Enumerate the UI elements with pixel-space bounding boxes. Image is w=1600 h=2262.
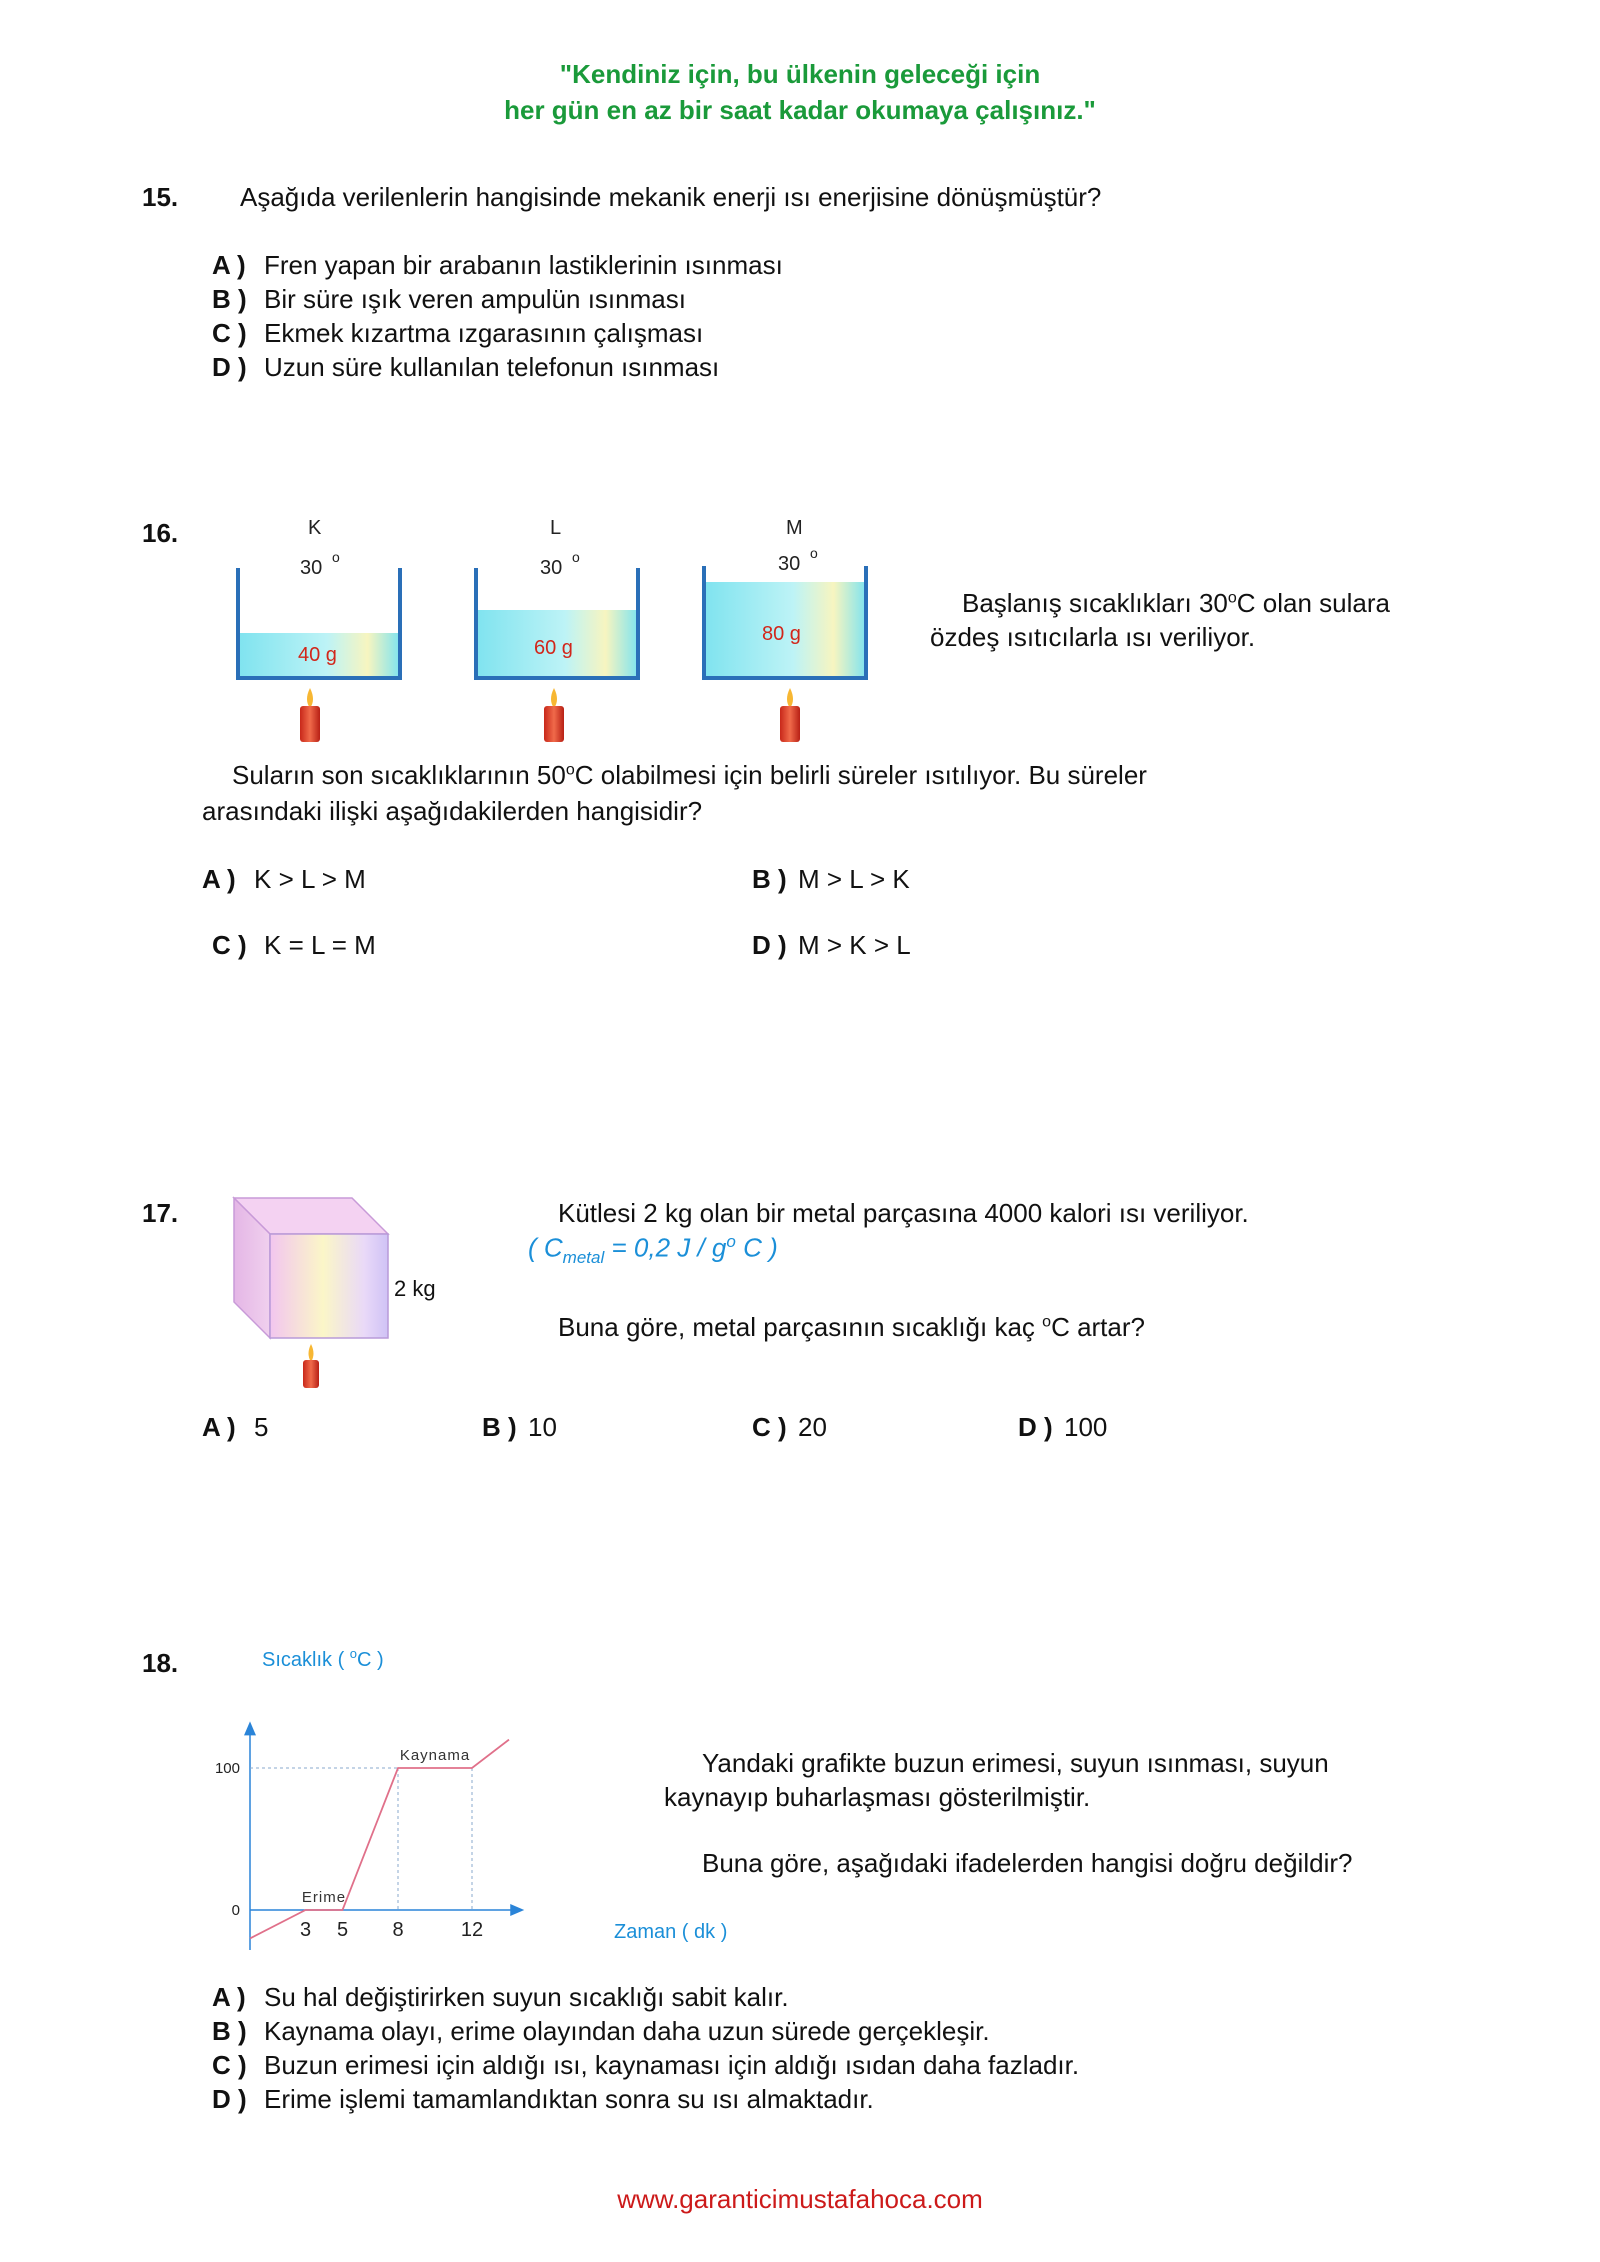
option-letter: B ) [212, 2016, 247, 2046]
degree-sup: o [1042, 1313, 1052, 1331]
chart-xlabel: Zaman ( dk ) [614, 1921, 728, 1943]
q17-text-2a: Buna göre, metal parçasının sıcaklığı kaç [558, 1312, 1035, 1342]
y-axis-arrow-icon [244, 1721, 256, 1735]
option-text: K = L = M [264, 930, 376, 960]
container-m-degree: o [810, 545, 818, 561]
option-text: Su hal değiştirirken suyun sıcaklığı sabit kalır. [264, 1982, 789, 2012]
candle-icon [544, 688, 564, 742]
q18-option-b[interactable] [212, 2014, 1079, 2048]
option-letter: B ) [212, 284, 247, 314]
q17-option-b[interactable] [482, 1410, 557, 1444]
q16-body-2: arasındaki ilişki aşağıdakilerden hangisidir? [202, 796, 703, 826]
container-k-degree: o [332, 549, 340, 565]
x-tick-label: 3 [299, 1919, 312, 1941]
x-tick-label: 8 [392, 1919, 404, 1941]
option-letter: D ) [212, 2084, 247, 2114]
q15-option-c[interactable] [212, 316, 783, 350]
container-l-mass: 60 g [534, 637, 573, 659]
x-tick-label: 5 [336, 1919, 349, 1941]
option-letter: C ) [212, 930, 247, 960]
q16-side-text-2: özdeş ısıtıcılarla ısı veriliyor. [930, 622, 1256, 652]
q16-option-d[interactable] [752, 928, 911, 962]
q18-side-text-3: Buna göre, aşağıdaki ifadelerden hangisi doğru değildir? [702, 1848, 1353, 1878]
formula-sup: o [726, 1232, 736, 1251]
annotation-label: Erime [301, 1889, 347, 1906]
q17-text-2b: C artar? [1051, 1312, 1145, 1342]
q18-option-c[interactable] [212, 2048, 1079, 2082]
formula-close: C ) [735, 1232, 778, 1263]
q18-side-text-1: Yandaki grafikte buzun erimesi, suyun ısınması, suyun [702, 1748, 1329, 1778]
option-text: M > L > K [798, 864, 910, 894]
container-m-mass: 80 g [762, 623, 801, 645]
option-letter: D ) [212, 352, 247, 382]
q18-option-d[interactable] [212, 2082, 1079, 2116]
series-line-0 [250, 1740, 509, 1939]
container-k [238, 517, 400, 678]
ylabel-text: Sıcaklık ( [262, 1649, 350, 1671]
option-text: 5 [254, 1412, 269, 1442]
annotation-label: Kaynama [399, 1747, 471, 1764]
chart-axes [244, 1721, 524, 1950]
container-m-label: M [786, 517, 803, 539]
container-l-temp: 30 [540, 557, 563, 579]
candle-icon [303, 1344, 319, 1388]
container-l-degree: o [572, 549, 580, 565]
formula-mid: = 0,2 J / g [604, 1232, 727, 1263]
option-text: 10 [528, 1412, 557, 1442]
option-letter: A ) [202, 864, 236, 894]
q15-option-b[interactable] [212, 282, 783, 316]
motto-line-2: her gün en az bir saat kadar okumaya çalışınız." [504, 95, 1096, 125]
q16-option-b[interactable] [752, 862, 910, 896]
option-text: K > L > M [254, 864, 366, 894]
option-letter: A ) [212, 250, 246, 280]
q16-body-1a: Suların son sıcaklıklarının 50 [232, 760, 566, 790]
ylabel-end: C ) [357, 1649, 384, 1671]
option-letter: D ) [752, 930, 787, 960]
option-letter: B ) [752, 864, 787, 894]
q16-containers-illustration [220, 510, 900, 750]
q17-text-2 [558, 1312, 1145, 1343]
q15-number: 15. [142, 182, 179, 212]
container-l-label: L [550, 517, 562, 539]
formula-sub: metal [562, 1247, 605, 1267]
q15-option-d[interactable] [212, 350, 783, 384]
ylabel-sup: o [349, 1646, 358, 1661]
q18-number: 18. [142, 1648, 179, 1678]
option-text: Ekmek kızartma ızgarasının çalışması [264, 318, 704, 348]
motto-line-1: "Kendiniz için, bu ülkenin geleceği için [559, 59, 1041, 89]
q17-option-c[interactable] [752, 1410, 827, 1444]
chart-tick-labels [215, 1747, 483, 1941]
x-axis-arrow-icon [510, 1904, 524, 1916]
option-letter: C ) [752, 1412, 787, 1442]
footer-website-link[interactable]: www.garanticimustafahoca.com [617, 2184, 983, 2214]
formula-open: ( C [528, 1232, 563, 1263]
q17-mass-label: 2 kg [394, 1276, 436, 1301]
option-text: Kaynama olayı, erime olayından daha uzun sürede gerçekleşir. [264, 2016, 990, 2046]
container-l [476, 517, 638, 678]
option-text: 100 [1064, 1412, 1108, 1442]
q17-text-1: Kütlesi 2 kg olan bir metal parçasına 4000 kalori ısı veriliyor. [558, 1198, 1249, 1228]
q17-formula [528, 1232, 778, 1268]
q18-side-text-2: kaynayıp buharlaşması gösterilmiştir. [664, 1782, 1091, 1812]
option-text: Erime işlemi tamamlandıktan sonra su ısı almaktadır. [264, 2084, 874, 2114]
option-text: M > K > L [798, 930, 911, 960]
container-m [704, 517, 866, 678]
option-letter: B ) [482, 1412, 517, 1442]
container-k-temp: 30 [300, 557, 323, 579]
y-tick-label: 0 [231, 1902, 240, 1919]
y-tick-label: 100 [214, 1760, 240, 1777]
container-k-mass: 40 g [298, 644, 337, 666]
q15-options [212, 248, 783, 384]
option-letter: D ) [1018, 1412, 1053, 1442]
q16-side-text-1a: Başlanış sıcaklıkları 30 [962, 588, 1228, 618]
q17-option-d[interactable] [1018, 1410, 1107, 1444]
option-letter: A ) [212, 1982, 246, 2012]
option-text: 20 [798, 1412, 827, 1442]
chart-series [250, 1740, 509, 1939]
q16-option-c[interactable] [212, 928, 376, 962]
option-letter: A ) [202, 1412, 236, 1442]
q16-body-1 [232, 760, 1147, 791]
option-text: Uzun süre kullanılan telefonun ısınması [264, 352, 720, 382]
q16-body-1b: C olabilmesi için belirli süreler ısıtılıyor. Bu süreler [574, 760, 1147, 790]
chart-guide-lines [250, 1768, 472, 1910]
candle-icon [780, 688, 800, 742]
option-text: Bir süre ışık veren ampulün ısınması [264, 284, 686, 314]
container-k-label: K [308, 517, 322, 539]
option-letter: C ) [212, 2050, 247, 2080]
option-text: Fren yapan bir arabanın lastiklerinin ısınması [264, 250, 783, 280]
q16-side-text-1 [962, 588, 1390, 619]
q15-option-a[interactable] [212, 248, 783, 282]
q17-number: 17. [142, 1198, 179, 1228]
q15-text: Aşağıda verilenlerin hangisinde mekanik enerji ısı enerjisine dönüşmüştür? [240, 182, 1102, 212]
q16-side-text-1b: C olan sulara [1236, 588, 1390, 618]
degree-sup: o [1227, 589, 1237, 607]
candle-icon [300, 688, 320, 742]
chart-ylabel [262, 1646, 384, 1671]
degree-sup: o [565, 761, 575, 779]
q18-option-a[interactable] [212, 1980, 1079, 2014]
q16-option-a[interactable] [202, 862, 366, 896]
option-text: Buzun erimesi için aldığı ısı, kaynaması için aldığı ısıdan daha fazladır. [264, 2050, 1080, 2080]
q17-option-a[interactable] [202, 1410, 268, 1444]
x-tick-label: 12 [460, 1919, 484, 1941]
cube-front-face [270, 1234, 388, 1338]
q18-options [212, 1980, 1079, 2116]
option-letter: C ) [212, 318, 247, 348]
container-m-temp: 30 [778, 553, 801, 575]
q16-number: 16. [142, 518, 179, 548]
